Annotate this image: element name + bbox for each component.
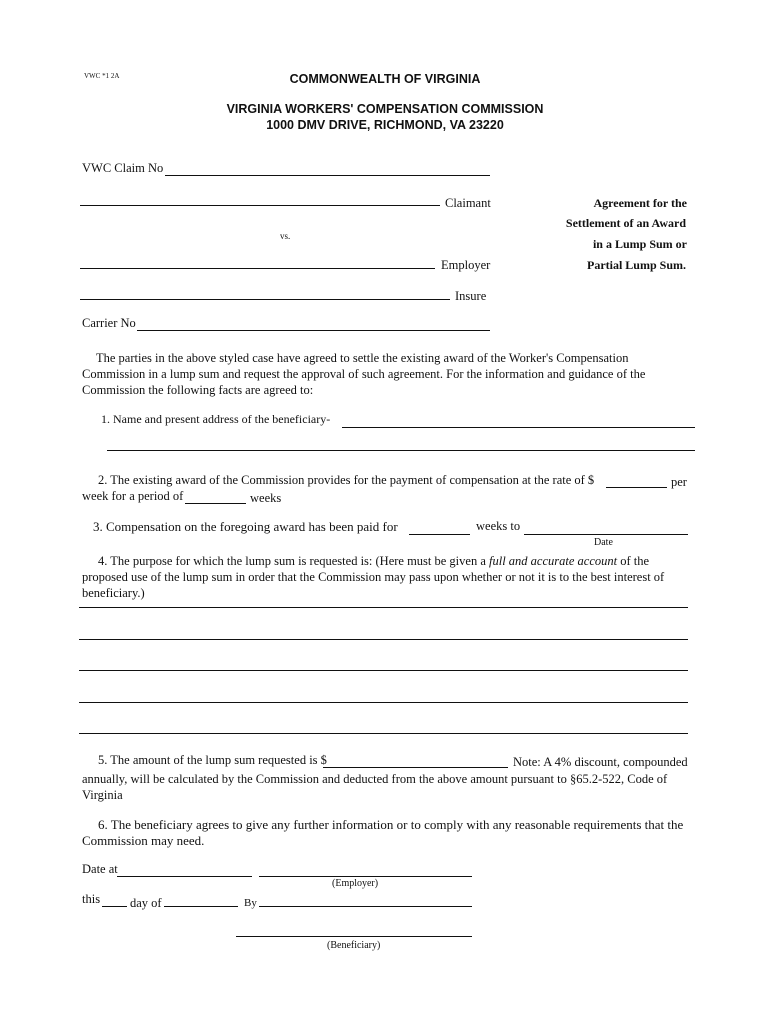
employer-label: Employer — [441, 258, 491, 272]
item3-weeks-to: weeks to — [476, 519, 521, 533]
item6-paragraph: 6. The beneficiary agrees to give any further information or to comply with any reasonable requirements that the Commission may need. — [82, 817, 684, 848]
day-field[interactable] — [102, 906, 127, 907]
form-code: VWC *1 2A — [84, 72, 120, 80]
beneficiary-caption: (Beneficiary) — [327, 940, 381, 951]
commission-name: VIRGINIA WORKERS' COMPENSATION COMMISSION — [226, 102, 544, 116]
page-title: COMMONWEALTH OF VIRGINIA — [289, 72, 481, 86]
item5-label: 5. The amount of the lump sum requested is $ — [98, 753, 327, 767]
by-label: By — [244, 897, 257, 909]
item1-label: 1. Name and present address of the beneficiary- — [101, 412, 331, 426]
claim-no-field[interactable] — [165, 175, 490, 176]
this-label: this — [82, 892, 101, 906]
carrier-no-field[interactable] — [137, 330, 490, 331]
purpose-line-5[interactable] — [79, 733, 688, 734]
agreement-title-line1: Agreement for the — [593, 196, 687, 210]
paid-weeks-field[interactable] — [409, 534, 470, 535]
date-at-label: Date at — [82, 862, 118, 876]
beneficiary-signature-line[interactable] — [236, 936, 472, 937]
employer-signature-line[interactable] — [259, 876, 472, 877]
item5-continuation: annually, will be calculated by the Commission and deducted from the above amount pursuant to §65.2-522, Code of Virginia — [82, 772, 668, 802]
beneficiary-address-field[interactable] — [107, 450, 695, 451]
by-signature-line[interactable] — [259, 906, 472, 907]
date-at-field[interactable] — [117, 876, 252, 877]
agreement-title-line3: in a Lump Sum or — [592, 237, 687, 251]
item3-date-caption: Date — [594, 537, 613, 548]
month-field[interactable] — [164, 906, 238, 907]
item5-note: Note: A 4% discount, compounded — [513, 755, 688, 769]
purpose-line-4[interactable] — [79, 702, 688, 703]
purpose-line-2[interactable] — [79, 639, 688, 640]
commission-address: 1000 DMV DRIVE, RICHMOND, VA 23220 — [266, 118, 504, 132]
item3-label: 3. Compensation on the foregoing award has been paid for — [93, 519, 398, 534]
item4-paragraph — [82, 553, 690, 601]
item2-label: 2. The existing award of the Commission provides for the payment of compensation at the rate of $ — [98, 473, 595, 487]
claim-no-label: VWC Claim No — [82, 161, 164, 175]
insurer-label: Insure — [455, 289, 487, 303]
claimant-field[interactable] — [80, 205, 440, 206]
item2-period-label: week for a period of — [82, 489, 184, 503]
carrier-no-label: Carrier No — [82, 316, 136, 330]
vs-label: vs. — [280, 231, 291, 241]
lump-sum-amount-field[interactable] — [323, 767, 508, 768]
employer-field[interactable] — [80, 268, 435, 269]
claimant-label: Claimant — [445, 196, 491, 210]
item4-text-a: 4. The purpose for which the lump sum is requested is: (Here must be given a — [98, 554, 490, 568]
beneficiary-name-field[interactable] — [342, 427, 695, 428]
item2-per: per — [671, 475, 687, 489]
insurer-field[interactable] — [80, 299, 450, 300]
rate-field[interactable] — [606, 487, 667, 488]
purpose-line-3[interactable] — [79, 670, 688, 671]
agreement-title-line2: Settlement of an Award — [565, 216, 686, 230]
item4-italic: full and accurate account — [489, 554, 618, 568]
agreement-title-line4: Partial Lump Sum. — [586, 258, 686, 272]
intro-paragraph: The parties in the above styled case have agreed to settle the existing award of the Worker's Compensation Commission in a lump sum and request the approval of such agreement. For the information and guidance of the Commission the following facts are agreed to: — [82, 351, 646, 397]
period-weeks-field[interactable] — [185, 503, 246, 504]
item4-text-b: of the proposed use of the lump sum in order that the Commission may pass upon whether or not it is to the best interest of beneficiary.) — [82, 554, 665, 600]
paid-date-field[interactable] — [524, 534, 688, 535]
item2-weeks: weeks — [250, 491, 282, 505]
day-of-label: day of — [130, 896, 162, 910]
purpose-line-1[interactable] — [79, 607, 688, 608]
employer-caption: (Employer) — [332, 878, 379, 889]
